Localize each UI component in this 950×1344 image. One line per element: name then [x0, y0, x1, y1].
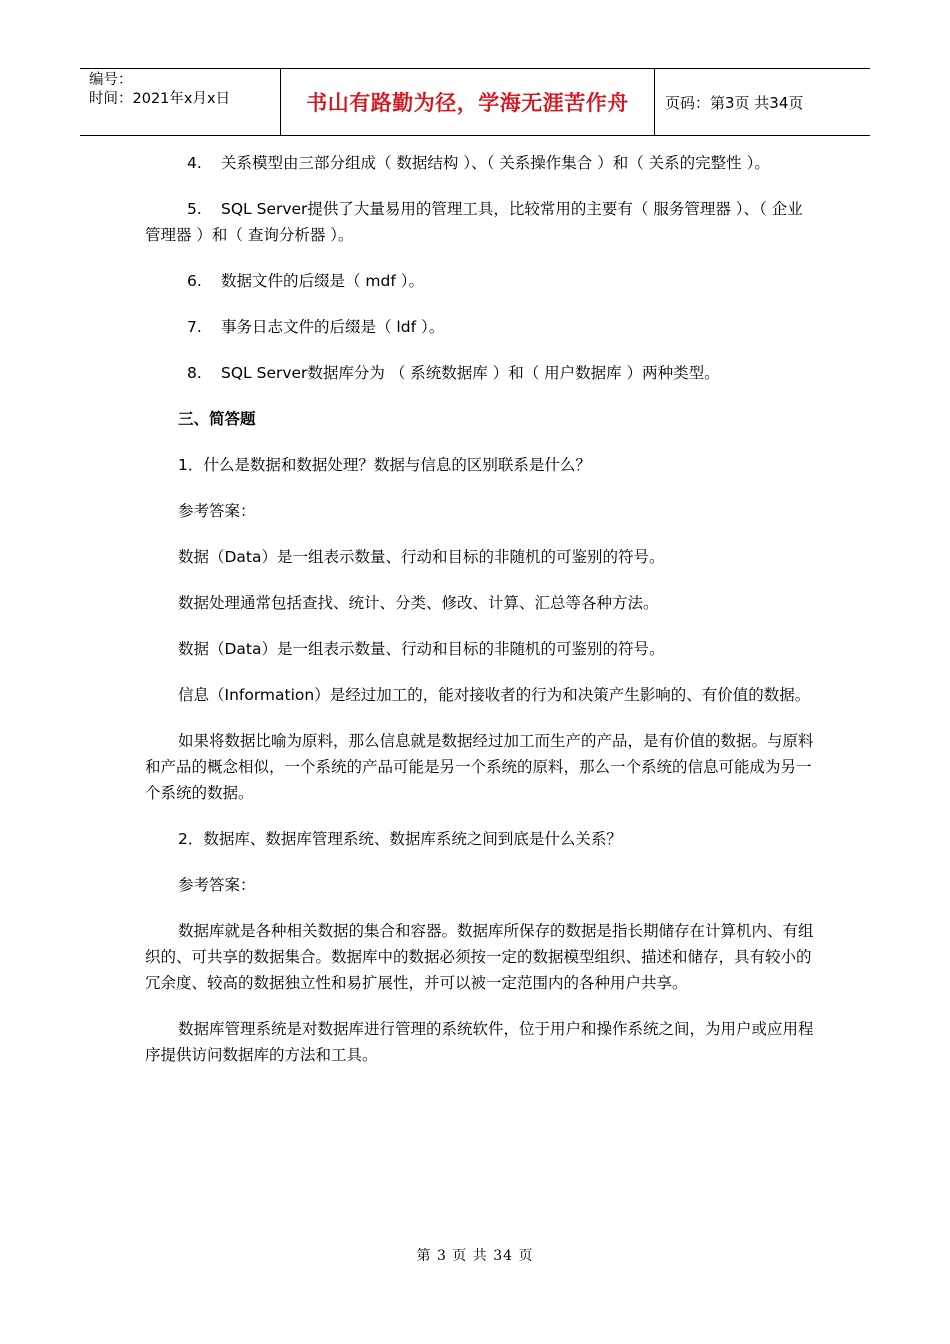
- reference-answer-label: 参考答案：: [178, 502, 256, 520]
- header-number-label: 编号：: [89, 72, 133, 88]
- question-title: 2．数据库、数据库管理系统、数据库系统之间到底是什么关系？: [178, 830, 622, 848]
- fill-item-text: 关系模型由三部分组成（ 数据结构 ）、（ 关系操作集合 ）和（ 关系的完整性 ）。: [221, 154, 770, 172]
- page-header: [80, 68, 870, 136]
- document-body: [145, 150, 815, 1088]
- page-footer: 第 3 页 共 34 页: [416, 1248, 534, 1264]
- header-motto: 书山有路勤为径，学海无涯苦作舟: [306, 91, 629, 115]
- header-motto-cell: [281, 69, 655, 135]
- answer-paragraph: 数据库就是各种相关数据的集合和容器。数据库所保存的数据是指长期储存在计算机内、有组织的、可共享的数据集合。数据库中的数据必须按一定的数据模型组织、描述和储存，具有较小的冗余度、较高的数据独立性和易扩展性，并可以被一定范围内的各种用户共享。: [145, 922, 814, 992]
- fill-item-text: SQL Server提供了大量易用的管理工具，比较常用的主要有（ 服务管理器 ）、（ 企业管理器 ）和（ 查询分析器 ）。: [145, 200, 803, 244]
- fill-item-number: 5.: [187, 200, 202, 218]
- header-page-cell: [655, 69, 870, 135]
- fill-item: [145, 360, 815, 386]
- header-time-label: 时间：2021年x月x日: [89, 91, 231, 107]
- section-heading: 三、简答题: [178, 410, 256, 428]
- fill-item-text: SQL Server数据库分为 （ 系统数据库 ）和（ 用户数据库 ）两种类型。: [221, 364, 720, 382]
- answer-paragraph: 数据处理通常包括查找、统计、分类、修改、计算、汇总等各种方法。: [178, 594, 659, 612]
- reference-answer-label: 参考答案：: [178, 876, 256, 894]
- fill-item-number: 6.: [187, 272, 202, 290]
- fill-item-text: 数据文件的后缀是（ mdf ）。: [221, 272, 424, 290]
- fill-item-number: 8.: [187, 364, 202, 382]
- question-title: 1．什么是数据和数据处理？数据与信息的区别联系是什么？: [178, 456, 591, 474]
- fill-item: [145, 268, 815, 294]
- fill-item-text: 事务日志文件的后缀是（ ldf ）。: [221, 318, 445, 336]
- fill-item: [145, 314, 815, 340]
- fill-item: [145, 196, 815, 248]
- fill-item-number: 7.: [187, 318, 202, 336]
- fill-item: [145, 150, 815, 176]
- answer-paragraph: 如果将数据比喻为原料，那么信息就是数据经过加工而生产的产品，是有价值的数据。与原料和产品的概念相似，一个系统的产品可能是另一个系统的原料，那么一个系统的信息可能成为另一个系统的数据。: [145, 732, 814, 802]
- fill-item-number: 4.: [187, 154, 202, 172]
- header-page-code: 页码：第3页 共34页: [665, 93, 804, 112]
- answer-paragraph: 数据（Data）是一组表示数量、行动和目标的非随机的可鉴别的符号。: [178, 548, 665, 566]
- answer-paragraph: 信息（Information）是经过加工的，能对接收者的行为和决策产生影响的、有价值的数据。: [178, 686, 811, 704]
- answer-paragraph: 数据库管理系统是对数据库进行管理的系统软件，位于用户和操作系统之间，为用户或应用程序提供访问数据库的方法和工具。: [145, 1020, 814, 1064]
- answer-paragraph: 数据（Data）是一组表示数量、行动和目标的非随机的可鉴别的符号。: [178, 640, 665, 658]
- header-meta: [80, 69, 281, 135]
